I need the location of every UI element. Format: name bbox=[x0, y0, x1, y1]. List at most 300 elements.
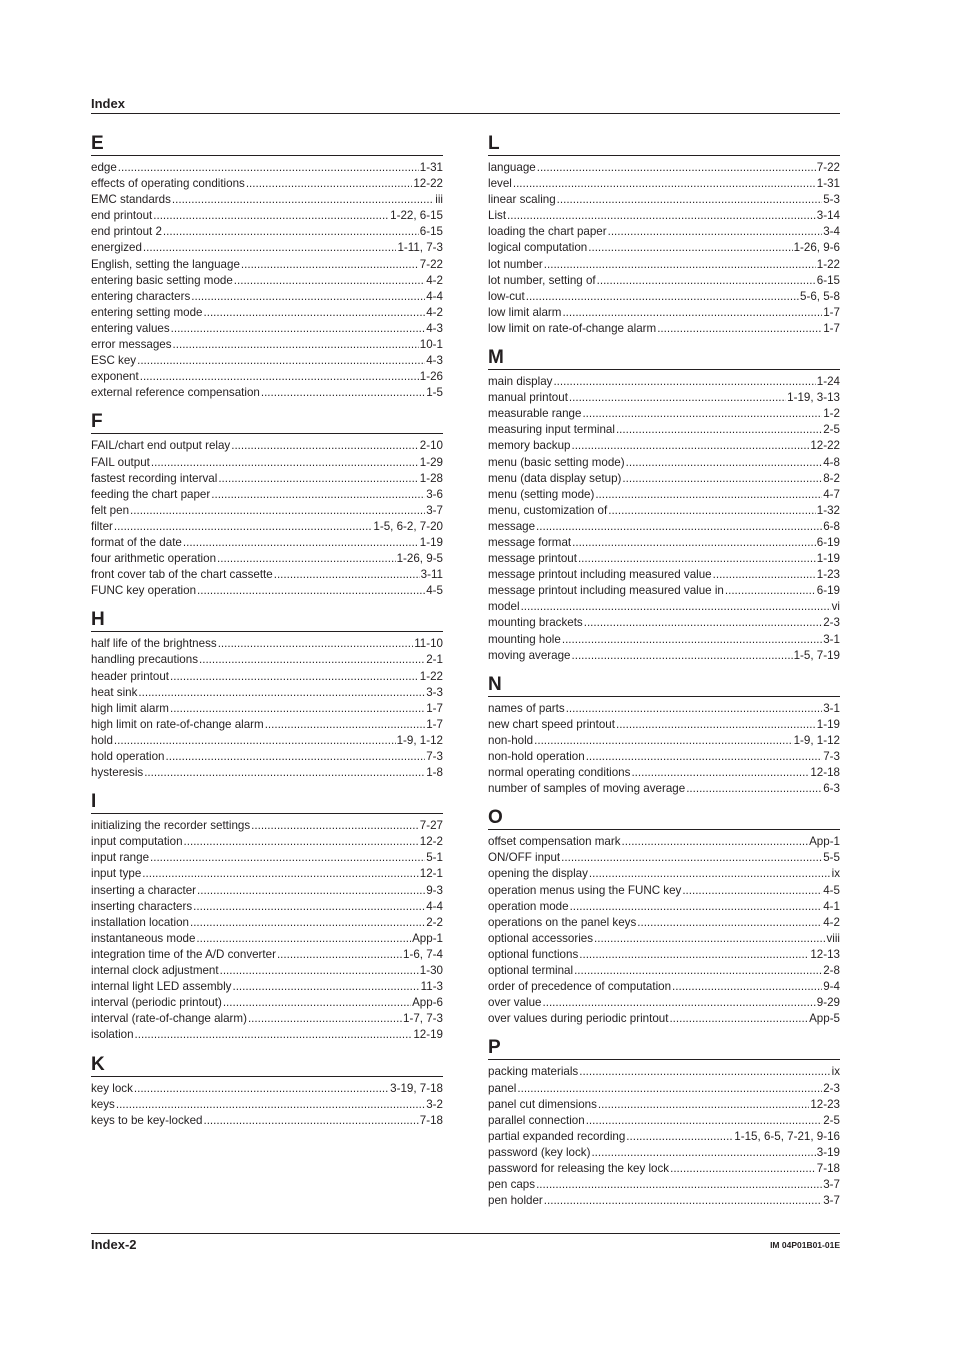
index-entry bbox=[91, 240, 443, 256]
entry-term: error messages bbox=[91, 338, 172, 352]
entry-page: 4-5 bbox=[426, 584, 443, 598]
entry-page: 6-19 bbox=[816, 535, 840, 549]
entry-term: integration time of the A/D converter bbox=[91, 947, 276, 961]
dot-leader bbox=[544, 257, 816, 273]
entry-page: 3-3 bbox=[426, 685, 443, 699]
index-entry bbox=[488, 289, 840, 305]
dot-leader bbox=[562, 632, 822, 648]
dot-leader bbox=[543, 995, 816, 1011]
index-entry bbox=[91, 438, 443, 454]
index-entry bbox=[91, 1011, 443, 1027]
entry-term: format of the date bbox=[91, 535, 182, 549]
index-entry bbox=[488, 765, 840, 781]
index-entry bbox=[91, 160, 443, 176]
index-entry bbox=[91, 979, 443, 995]
index-entry bbox=[488, 1097, 840, 1113]
entry-term: message printout bbox=[488, 552, 577, 566]
index-entry bbox=[488, 915, 840, 931]
dot-leader bbox=[114, 733, 396, 749]
entry-term: packing materials bbox=[488, 1065, 579, 1079]
entry-page: 12-22 bbox=[413, 177, 443, 191]
entry-page: 3-7 bbox=[426, 503, 443, 517]
entry-page: 1-7 bbox=[426, 701, 443, 715]
index-entry bbox=[91, 273, 443, 289]
dot-leader bbox=[197, 583, 425, 599]
dot-leader bbox=[507, 208, 816, 224]
entry-term: edge bbox=[91, 161, 117, 174]
index-entry bbox=[488, 883, 840, 899]
dot-leader bbox=[569, 390, 786, 406]
index-entry bbox=[488, 305, 840, 321]
dot-leader bbox=[588, 240, 792, 256]
section-letter: E bbox=[91, 133, 443, 156]
entry-term: interval (periodic printout) bbox=[91, 996, 222, 1010]
dot-leader bbox=[598, 1097, 809, 1113]
entry-term: moving average bbox=[488, 648, 571, 662]
entry-page: 8-2 bbox=[823, 471, 840, 485]
entry-page: 4-4 bbox=[426, 289, 443, 303]
dot-leader bbox=[170, 701, 425, 717]
section-letter: K bbox=[91, 1054, 443, 1077]
dot-leader bbox=[622, 471, 822, 487]
dot-leader bbox=[586, 749, 823, 765]
entry-page: 1-5, 7-19 bbox=[793, 648, 840, 662]
entry-term: ESC key bbox=[91, 354, 137, 368]
entry-page: 9-29 bbox=[816, 996, 840, 1010]
index-entry bbox=[91, 353, 443, 369]
entry-term: key lock bbox=[91, 1081, 133, 1095]
index-entry bbox=[488, 567, 840, 583]
dot-leader bbox=[211, 487, 425, 503]
entry-term: fastest recording interval bbox=[91, 471, 218, 485]
index-entry bbox=[488, 583, 840, 599]
dot-leader bbox=[637, 915, 822, 931]
entry-term: end printout 2 bbox=[91, 225, 162, 239]
index-entry bbox=[91, 818, 443, 834]
entry-term: panel cut dimensions bbox=[488, 1097, 597, 1111]
index-entry bbox=[488, 1081, 840, 1097]
entry-term: measuring input terminal bbox=[488, 423, 615, 437]
entry-page: 7-27 bbox=[419, 819, 443, 833]
index-entry bbox=[488, 931, 840, 947]
entry-page: ix bbox=[831, 867, 840, 881]
index-entry bbox=[488, 834, 840, 850]
entry-page: 5-1 bbox=[426, 851, 443, 865]
index-entry bbox=[91, 636, 443, 652]
index-entry bbox=[91, 701, 443, 717]
index-section bbox=[91, 791, 443, 1053]
entry-page: 3-19 bbox=[816, 1145, 840, 1159]
entry-term: menu (data display setup) bbox=[488, 471, 622, 485]
entry-page: 1-11, 7-3 bbox=[397, 241, 443, 255]
index-entry bbox=[488, 406, 840, 422]
index-entry bbox=[488, 224, 840, 240]
dot-leader bbox=[277, 947, 402, 963]
entry-term: order of precedence of computation bbox=[488, 980, 672, 994]
entry-page: 1-7 bbox=[426, 717, 443, 731]
dot-leader bbox=[686, 781, 822, 797]
index-column-left bbox=[91, 133, 443, 1139]
entry-page: 2-1 bbox=[426, 653, 443, 667]
section-letter: F bbox=[91, 411, 443, 434]
entry-page: 1-8 bbox=[426, 766, 443, 780]
dot-leader bbox=[137, 353, 425, 369]
index-section bbox=[488, 347, 840, 674]
entry-term: high limit on rate-of-change alarm bbox=[91, 717, 264, 731]
index-entry bbox=[488, 850, 840, 866]
entry-term: menu (setting mode) bbox=[488, 487, 595, 501]
index-entry bbox=[488, 701, 840, 717]
entry-page: 12-1 bbox=[419, 867, 443, 881]
entry-term: pen holder bbox=[488, 1194, 543, 1208]
dot-leader bbox=[562, 305, 822, 321]
entry-page: 3-1 bbox=[823, 701, 840, 715]
entry-term: internal clock adjustment bbox=[91, 964, 219, 978]
entry-page: 4-8 bbox=[823, 455, 840, 469]
index-entry bbox=[488, 947, 840, 963]
entry-page: 1-5, 6-2, 7-20 bbox=[373, 519, 443, 533]
entry-term: effects of operating conditions bbox=[91, 177, 245, 191]
index-entry bbox=[91, 1081, 443, 1097]
index-entry bbox=[488, 866, 840, 882]
dot-leader bbox=[170, 669, 419, 685]
entry-page: 1-22 bbox=[419, 669, 443, 683]
index-entry bbox=[488, 599, 840, 615]
entry-term: installation location bbox=[91, 915, 189, 929]
dot-leader bbox=[118, 160, 419, 176]
index-entry bbox=[488, 422, 840, 438]
entry-term: half life of the brightness bbox=[91, 637, 217, 651]
entry-page: 1-32 bbox=[816, 503, 840, 517]
entry-term: FAIL output bbox=[91, 455, 150, 469]
dot-leader bbox=[234, 273, 425, 289]
dot-leader bbox=[217, 551, 396, 567]
entry-page: 1-19 bbox=[816, 717, 840, 731]
index-entry bbox=[91, 850, 443, 866]
entry-page: 3-11 bbox=[420, 568, 443, 582]
entry-page: 2-8 bbox=[823, 964, 840, 978]
index-entry bbox=[91, 337, 443, 353]
entry-term: password for releasing the key lock bbox=[488, 1161, 670, 1175]
index-entry bbox=[488, 781, 840, 797]
index-entry bbox=[91, 487, 443, 503]
dot-leader bbox=[135, 1027, 413, 1043]
index-entry bbox=[488, 749, 840, 765]
dot-leader bbox=[130, 503, 425, 519]
index-entry bbox=[91, 535, 443, 551]
entry-term: hold operation bbox=[91, 750, 165, 763]
entry-term: low-cut bbox=[488, 289, 525, 303]
entry-page: 1-19 bbox=[816, 552, 840, 566]
index-entry bbox=[91, 471, 443, 487]
entry-page: 12-13 bbox=[810, 947, 840, 961]
dot-leader bbox=[199, 652, 425, 668]
entry-term: entering basic setting mode bbox=[91, 273, 233, 287]
index-entry bbox=[488, 632, 840, 648]
entry-page: 1-29 bbox=[419, 455, 443, 469]
dot-leader bbox=[517, 1081, 822, 1097]
dot-leader bbox=[203, 1113, 418, 1129]
index-entry bbox=[488, 176, 840, 192]
index-entry bbox=[91, 963, 443, 979]
entry-page: 11-3 bbox=[420, 980, 443, 994]
index-section bbox=[91, 133, 443, 411]
entry-page: 1-9, 1-12 bbox=[396, 733, 443, 747]
entry-term: measurable range bbox=[488, 407, 582, 421]
entry-page: 7-18 bbox=[419, 1113, 443, 1127]
entry-term: operation menus using the FUNC key bbox=[488, 883, 682, 897]
index-section bbox=[488, 1037, 840, 1219]
dot-leader bbox=[572, 648, 793, 664]
index-entry bbox=[488, 1129, 840, 1145]
entry-term: panel bbox=[488, 1081, 517, 1095]
entry-term: entering characters bbox=[91, 289, 191, 303]
entry-page: 3-14 bbox=[816, 209, 840, 223]
dot-leader bbox=[537, 160, 816, 176]
entry-term: loading the chart paper bbox=[488, 225, 607, 239]
entry-term: names of parts bbox=[488, 701, 565, 715]
dot-leader bbox=[534, 733, 792, 749]
entry-term: hold bbox=[91, 733, 113, 747]
index-entry bbox=[91, 224, 443, 240]
index-entry bbox=[488, 257, 840, 273]
entry-term: lot number bbox=[488, 257, 543, 271]
entry-page: 4-1 bbox=[823, 899, 840, 913]
index-entry bbox=[488, 963, 840, 979]
index-entry bbox=[488, 1064, 840, 1080]
section-letter: H bbox=[91, 609, 443, 632]
entry-page: 9-3 bbox=[426, 883, 443, 897]
entry-page: 1-26, 9-5 bbox=[396, 552, 443, 566]
dot-leader bbox=[166, 749, 426, 765]
index-entry bbox=[91, 834, 443, 850]
entry-term: message bbox=[488, 519, 536, 533]
dot-leader bbox=[544, 1193, 822, 1209]
dot-leader bbox=[594, 931, 825, 947]
entry-page: App-5 bbox=[809, 1012, 840, 1026]
dot-leader bbox=[231, 438, 419, 454]
entry-page: 2-3 bbox=[823, 616, 840, 630]
dot-leader bbox=[218, 636, 414, 652]
dot-leader bbox=[526, 289, 799, 305]
index-entry bbox=[91, 289, 443, 305]
entry-term: felt pen bbox=[91, 503, 130, 517]
index-entry bbox=[488, 374, 840, 390]
index-entry bbox=[91, 652, 443, 668]
index-entry bbox=[488, 1177, 840, 1193]
dot-leader bbox=[143, 240, 397, 256]
dot-leader bbox=[608, 224, 823, 240]
index-entry bbox=[91, 385, 443, 401]
entry-page: 10-1 bbox=[419, 338, 443, 352]
entry-term: message printout including measured value bbox=[488, 568, 712, 582]
dot-leader bbox=[521, 599, 831, 615]
entry-page: 3-2 bbox=[426, 1097, 443, 1111]
index-section bbox=[91, 1054, 443, 1139]
index-entry bbox=[488, 995, 840, 1011]
entry-term: optional accessories bbox=[488, 931, 594, 945]
entry-term: entering setting mode bbox=[91, 305, 203, 319]
entry-page: 1-7, 7-3 bbox=[403, 1012, 443, 1026]
entry-term: linear scaling bbox=[488, 193, 556, 207]
dot-leader bbox=[251, 818, 419, 834]
dot-leader bbox=[218, 471, 418, 487]
entry-term: menu (basic setting mode) bbox=[488, 455, 625, 469]
entry-page: 1-23 bbox=[816, 568, 840, 582]
entry-page: 5-5 bbox=[823, 851, 840, 865]
entry-term: offset compensation mark bbox=[488, 835, 621, 849]
index-entry bbox=[91, 947, 443, 963]
entry-page: 4-7 bbox=[823, 487, 840, 501]
dot-leader bbox=[626, 1129, 733, 1145]
entry-term: message format bbox=[488, 535, 572, 549]
dot-leader bbox=[579, 947, 809, 963]
index-entry bbox=[488, 899, 840, 915]
entry-page: 1-5 bbox=[426, 386, 443, 400]
entry-term: end printout bbox=[91, 209, 153, 223]
entry-page: 1-22, 6-15 bbox=[390, 209, 443, 223]
dot-leader bbox=[248, 1011, 402, 1027]
dot-leader bbox=[223, 995, 411, 1011]
entry-term: low limit on rate-of-change alarm bbox=[488, 321, 657, 335]
dot-leader bbox=[183, 535, 419, 551]
entry-page: 12-23 bbox=[810, 1097, 840, 1111]
entry-term: parallel connection bbox=[488, 1113, 585, 1127]
dot-leader bbox=[566, 701, 823, 717]
entry-term: isolation bbox=[91, 1028, 134, 1042]
entry-term: English, setting the language bbox=[91, 257, 240, 271]
dot-leader bbox=[193, 899, 425, 915]
dot-leader bbox=[725, 583, 816, 599]
entry-page: 12-2 bbox=[419, 835, 443, 849]
entry-term: input type bbox=[91, 867, 142, 881]
entry-term: lot number, setting of bbox=[488, 273, 596, 287]
entry-page: 1-9, 1-12 bbox=[793, 733, 840, 747]
index-entry bbox=[91, 192, 443, 208]
dot-leader bbox=[557, 192, 823, 208]
index-entry bbox=[91, 305, 443, 321]
dot-leader bbox=[184, 834, 419, 850]
dot-leader bbox=[513, 176, 816, 192]
entry-term: new chart speed printout bbox=[488, 717, 615, 731]
entry-page: App-6 bbox=[412, 996, 443, 1010]
entry-page: 2-2 bbox=[426, 915, 443, 929]
dot-leader bbox=[232, 979, 419, 995]
entry-term: operations on the panel keys bbox=[488, 915, 637, 929]
dot-leader bbox=[589, 866, 831, 882]
entry-page: 12-18 bbox=[810, 766, 840, 780]
dot-leader bbox=[172, 192, 434, 208]
dot-leader bbox=[608, 503, 816, 519]
dot-leader bbox=[142, 866, 419, 882]
dot-leader bbox=[553, 374, 815, 390]
entry-term: interval (rate-of-change alarm) bbox=[91, 1012, 247, 1026]
index-entry bbox=[91, 733, 443, 749]
index-entry bbox=[488, 471, 840, 487]
entry-term: over values during periodic printout bbox=[488, 1012, 669, 1026]
dot-leader bbox=[670, 1161, 816, 1177]
entry-page: 1-2 bbox=[823, 407, 840, 421]
entry-page: 3-4 bbox=[823, 225, 840, 239]
entry-page: 1-15, 6-5, 7-21, 9-16 bbox=[734, 1129, 840, 1143]
entry-term: external reference compensation bbox=[91, 386, 260, 400]
dot-leader bbox=[713, 567, 816, 583]
entry-page: 6-19 bbox=[816, 584, 840, 598]
index-section bbox=[91, 411, 443, 609]
entry-term: optional functions bbox=[488, 947, 579, 961]
dot-leader bbox=[196, 931, 411, 947]
entry-page: 2-3 bbox=[823, 1081, 840, 1095]
entry-term: inserting a character bbox=[91, 883, 197, 897]
dot-leader bbox=[536, 1177, 822, 1193]
index-entry bbox=[488, 160, 840, 176]
entry-page: 1-28 bbox=[419, 471, 443, 485]
entry-term: manual printout bbox=[488, 391, 568, 405]
section-letter: I bbox=[91, 791, 443, 814]
dot-leader bbox=[191, 289, 425, 305]
index-entry bbox=[91, 899, 443, 915]
index-entry bbox=[488, 390, 840, 406]
index-entry bbox=[91, 883, 443, 899]
index-entry bbox=[91, 257, 443, 273]
entry-page: 2-5 bbox=[823, 423, 840, 437]
entry-page: 1-26 bbox=[419, 370, 443, 384]
entry-term: keys bbox=[91, 1097, 115, 1111]
index-entry bbox=[488, 1113, 840, 1129]
dot-leader bbox=[597, 273, 816, 289]
dot-leader bbox=[261, 385, 425, 401]
entry-page: 1-31 bbox=[816, 177, 840, 191]
entry-term: non-hold operation bbox=[488, 750, 585, 763]
dot-leader bbox=[220, 963, 419, 979]
entry-term: operation mode bbox=[488, 899, 569, 913]
index-entry bbox=[488, 455, 840, 471]
dot-leader bbox=[204, 305, 426, 321]
entry-term: mounting brackets bbox=[488, 616, 583, 630]
entry-term: List bbox=[488, 209, 507, 223]
index-entry bbox=[91, 717, 443, 733]
index-entry bbox=[488, 733, 840, 749]
entry-page: ix bbox=[831, 1065, 840, 1079]
entry-page: 5-3 bbox=[823, 193, 840, 207]
entry-term: EMC standards bbox=[91, 193, 171, 207]
index-entry bbox=[488, 1161, 840, 1177]
index-entry bbox=[488, 208, 840, 224]
entry-page: 12-22 bbox=[810, 439, 840, 453]
entry-page: 1-19 bbox=[419, 535, 443, 549]
entry-term: initializing the recorder settings bbox=[91, 819, 251, 833]
dot-leader bbox=[153, 208, 389, 224]
dot-leader bbox=[561, 850, 822, 866]
index-entry bbox=[488, 321, 840, 337]
page-header bbox=[91, 95, 840, 114]
entry-term: pen caps bbox=[488, 1178, 536, 1192]
entry-term: exponent bbox=[91, 370, 139, 384]
section-letter: M bbox=[488, 347, 840, 370]
index-entry bbox=[91, 567, 443, 583]
entry-page: 4-3 bbox=[426, 354, 443, 368]
index-entry bbox=[91, 551, 443, 567]
dot-leader bbox=[616, 717, 816, 733]
entry-page: 4-2 bbox=[426, 273, 443, 287]
entry-term: input computation bbox=[91, 835, 183, 849]
entry-term: FUNC key operation bbox=[91, 584, 197, 598]
entry-page: 4-2 bbox=[426, 305, 443, 319]
section-letter: P bbox=[488, 1037, 840, 1060]
index-entry bbox=[91, 749, 443, 765]
entry-page: 1-31 bbox=[419, 161, 443, 174]
entry-page: 1-7 bbox=[823, 321, 840, 335]
